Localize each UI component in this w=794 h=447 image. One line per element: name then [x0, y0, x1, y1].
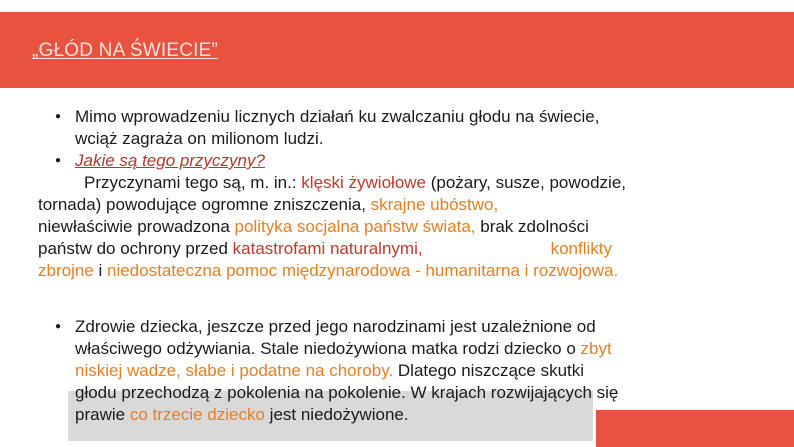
text-span: głodu przechodzą z pokolenia na pokolenie. W krajach rozwijających się [75, 383, 619, 402]
highlight-text: skrajne ubóstwo, [370, 195, 499, 214]
bullet-item [38, 316, 768, 338]
highlight-text: klęski żywiołowe [301, 173, 426, 192]
text-span: tornada) powodujące ogromne zniszczenia, [38, 195, 371, 214]
text-span: (pożary, susze, powodzie, [426, 173, 626, 192]
highlight-text: zbrojne [38, 261, 94, 280]
text-span: jest niedożywione. [264, 405, 409, 424]
bullet-icon: ● [55, 321, 62, 332]
text-line [38, 260, 768, 282]
highlight-text: katastrofami naturalnymi, [232, 239, 423, 258]
text-line [38, 360, 768, 382]
text-line: Mimo wprowadzeniu licznych działań ku zwalczaniu głodu na świecie, [75, 107, 600, 126]
text-line [38, 172, 768, 194]
text-line [38, 216, 768, 238]
text-line [38, 382, 768, 404]
text-line: Zdrowie dziecka, jeszcze przed jego narodzinami jest uzależnione od [75, 317, 596, 336]
text-span: Przyczynami tego są, m. in.: [84, 173, 302, 192]
bullet-item [38, 150, 768, 172]
text-span: Dlatego niszczące skutki [393, 361, 585, 380]
slide-title: „GŁÓD NA ŚWIECIE” [32, 40, 219, 61]
text-span: właściwego odżywiania. Stale niedożywiona matka rodzi dziecko o [75, 339, 581, 358]
text-span: brak zdolności [475, 217, 589, 236]
text-line [38, 238, 768, 260]
text-line [38, 338, 768, 360]
paragraph-causes [38, 106, 768, 282]
text-span: wciąż zagraża on milionom ludzi. [75, 129, 324, 148]
text-span: państw do ochrony przed [38, 239, 233, 258]
text-line [38, 194, 768, 216]
text-span: i [93, 261, 107, 280]
highlight-text: niskiej wadze, słabe i podatne na choroby. [75, 361, 394, 380]
highlight-text: niedostateczna pomoc międzynarodowa - humanitarna i rozwojowa. [107, 261, 619, 280]
text-span: niewłaściwie prowadzona [38, 217, 235, 236]
highlight-text: zbyt [580, 339, 612, 358]
highlight-text: co trzecie dziecko [129, 405, 265, 424]
text-line [38, 128, 768, 150]
text-span: prawie [75, 405, 130, 424]
bullet-icon: ● [55, 111, 62, 122]
question-text: Jakie są tego przyczyny? [75, 151, 265, 170]
paragraph-child-health [38, 316, 768, 426]
bullet-item [38, 106, 768, 128]
text-line [38, 404, 768, 426]
bullet-icon: ● [55, 155, 62, 166]
highlight-text: konflikty [550, 239, 612, 258]
highlight-text: polityka socjalna państw świata, [234, 217, 476, 236]
